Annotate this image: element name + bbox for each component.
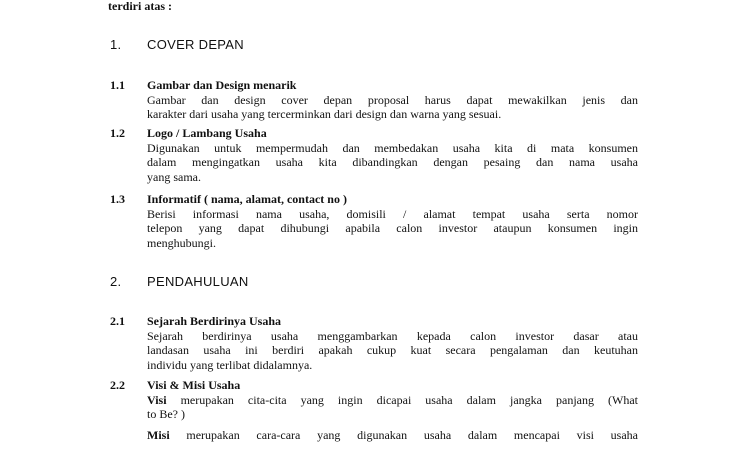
subsection-1-2-body bbox=[147, 141, 638, 184]
subsection-1-1-body bbox=[147, 93, 638, 122]
section-1-title: COVER DEPAN bbox=[147, 37, 244, 52]
section-1-number: 1. bbox=[110, 37, 122, 52]
body-line: Sejarah berdirinya usaha menggambarkan kepada calon investor dasar atau bbox=[147, 329, 638, 343]
body-line: karakter dari usaha yang tercerminkan dari design dan warna yang sesuai. bbox=[147, 107, 502, 122]
subsection-1-3-title: Informatif ( nama, alamat, contact no ) bbox=[147, 192, 347, 206]
subsection-1-2-title: Logo / Lambang Usaha bbox=[147, 126, 267, 140]
section-2-title: PENDAHULUAN bbox=[147, 274, 249, 289]
body-line: Digunakan untuk mempermudah dan membedakan usaha kita di mata konsumen bbox=[147, 141, 638, 155]
subsection-2-2-body bbox=[147, 393, 638, 442]
subsection-2-2-number: 2.2 bbox=[110, 378, 125, 392]
body-line: dalam mengingatkan usaha kita dibandingkan dengan pesaing dan nama usaha bbox=[147, 155, 638, 170]
visi-line-2: to Be? ) bbox=[147, 407, 185, 422]
body-line: menghubungi. bbox=[147, 235, 216, 250]
intro-text: terdiri atas : bbox=[108, 0, 172, 13]
body-line: Berisi informasi nama usaha, domisili / alamat tempat usaha serta nomor bbox=[147, 207, 638, 221]
subsection-2-1-title: Sejarah Berdirinya Usaha bbox=[147, 314, 282, 328]
visi-term: Visi bbox=[147, 393, 167, 407]
body-line: telepon yang dapat dihubungi apabila calon investor ataupun konsumen ingin bbox=[147, 221, 638, 236]
section-2-number: 2. bbox=[110, 274, 122, 289]
subsection-1-2-number: 1.2 bbox=[110, 126, 125, 140]
misi-text: merupakan cara-cara yang digunakan usaha dalam mencapai visi usaha bbox=[169, 427, 638, 442]
subsection-1-1-number: 1.1 bbox=[110, 78, 125, 92]
subsection-1-3-number: 1.3 bbox=[110, 192, 125, 206]
misi-line bbox=[147, 428, 638, 442]
body-line: landasan usaha ini berdiri apakah cukup kuat secara pengalaman dan keutuhan bbox=[147, 343, 638, 358]
misi-term: Misi bbox=[147, 427, 170, 442]
body-line: individu yang terlibat didalamnya. bbox=[147, 357, 313, 372]
body-line: yang sama. bbox=[147, 169, 201, 184]
visi-line bbox=[147, 393, 638, 407]
body-line: Gambar dan design cover depan proposal harus dapat mewakilkan jenis dan bbox=[147, 93, 638, 107]
subsection-1-1-title: Gambar dan Design menarik bbox=[147, 78, 297, 92]
subsection-1-3-body bbox=[147, 207, 638, 250]
subsection-2-1-number: 2.1 bbox=[110, 314, 125, 328]
visi-text: merupakan cita-cita yang ingin dicapai usaha dalam jangka panjang (What bbox=[166, 393, 638, 407]
subsection-2-2-title: Visi & Misi Usaha bbox=[147, 378, 241, 392]
subsection-2-1-body bbox=[147, 329, 638, 372]
